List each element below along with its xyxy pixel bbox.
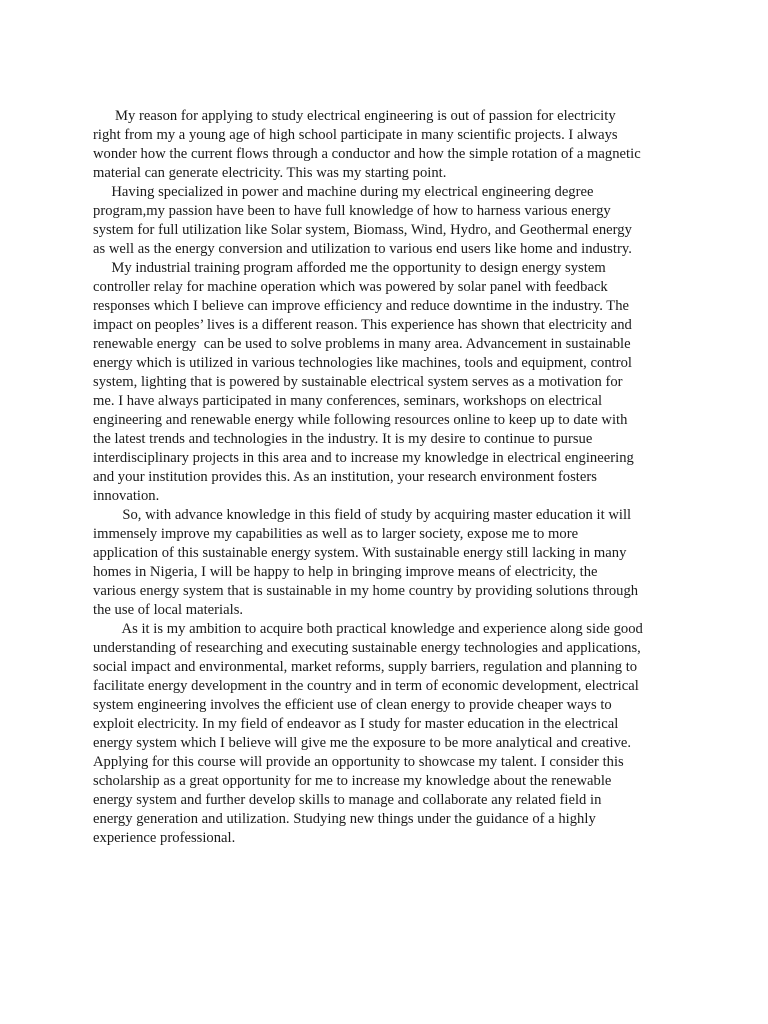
text-line: me. I have always participated in many conferences, seminars, workshops on electrical bbox=[93, 393, 603, 409]
text-line: So, with advance knowledge in this field of study by acquiring master education it will bbox=[93, 507, 632, 523]
text-line: scholarship as a great opportunity for me to increase my knowledge about the renewable bbox=[93, 773, 612, 789]
text-line: wonder how the current flows through a conductor and how the simple rotation of a magnetic bbox=[93, 146, 641, 162]
text-line: Applying for this course will provide an opportunity to showcase my talent. I consider this bbox=[93, 754, 624, 770]
text-line: My reason for applying to study electrical engineering is out of passion for electricity bbox=[93, 108, 616, 124]
text-line: As it is my ambition to acquire both practical knowledge and experience along side good bbox=[93, 621, 643, 637]
text-line: energy system which I believe will give me the exposure to be more analytical and creative. bbox=[93, 735, 632, 751]
text-line: responses which I believe can improve efficiency and reduce downtime in the industry. The bbox=[93, 298, 630, 314]
text-line: homes in Nigeria, I will be happy to help in bringing improve means of electricity, the bbox=[93, 564, 598, 580]
essay-text bbox=[93, 107, 683, 848]
text-line: the latest trends and technologies in the industry. It is my desire to continue to pursue bbox=[93, 431, 593, 447]
text-line: system for full utilization like Solar system, Biomass, Wind, Hydro, and Geothermal energy bbox=[93, 222, 632, 238]
text-line: engineering and renewable energy while following resources online to keep up to date with bbox=[93, 412, 628, 428]
text-line: the use of local materials. bbox=[93, 602, 244, 618]
text-line: social impact and environmental, market reforms, supply barriers, regulation and planning to bbox=[93, 659, 638, 675]
text-line: exploit electricity. In my field of endeavor as I study for master education in the electrical bbox=[93, 716, 619, 732]
text-line: as well as the energy conversion and utilization to various end users like home and industry. bbox=[93, 241, 632, 257]
text-line: understanding of researching and executing sustainable energy technologies and applications, bbox=[93, 640, 641, 656]
text-line: energy generation and utilization. Studying new things under the guidance of a highly bbox=[93, 811, 596, 827]
text-line: program,my passion have been to have full knowledge of how to harness various energy bbox=[93, 203, 611, 219]
text-line: Having specialized in power and machine during my electrical engineering degree bbox=[93, 184, 594, 200]
text-line: facilitate energy development in the country and in term of economic development, electrical bbox=[93, 678, 639, 694]
text-line: system, lighting that is powered by sustainable electrical system serves as a motivation for bbox=[93, 374, 623, 390]
text-line: interdisciplinary projects in this area and to increase my knowledge in electrical engineering bbox=[93, 450, 634, 466]
text-line: material can generate electricity. This was my starting point. bbox=[93, 165, 447, 181]
text-line: energy system and further develop skills to manage and collaborate any related field in bbox=[93, 792, 602, 808]
text-line: system engineering involves the efficient use of clean energy to provide cheaper ways to bbox=[93, 697, 612, 713]
text-line: controller relay for machine operation which was powered by solar panel with feedback bbox=[93, 279, 608, 295]
text-line: innovation. bbox=[93, 488, 160, 504]
text-line: impact on peoples’ lives is a different reason. This experience has shown that electricity and bbox=[93, 317, 632, 333]
text-line: right from my a young age of high school participate in many scientific projects. I always bbox=[93, 127, 618, 143]
text-line: renewable energy can be used to solve problems in many area. Advancement in sustainable bbox=[93, 336, 631, 352]
text-line: immensely improve my capabilities as well as to larger society, expose me to more bbox=[93, 526, 579, 542]
text-line: My industrial training program afforded me the opportunity to design energy system bbox=[93, 260, 606, 276]
text-line: and your institution provides this. As an institution, your research environment fosters bbox=[93, 469, 597, 485]
text-line: application of this sustainable energy system. With sustainable energy still lacking in many bbox=[93, 545, 627, 561]
text-line: various energy system that is sustainable in my home country by providing solutions through bbox=[93, 583, 639, 599]
text-line: experience professional. bbox=[93, 830, 236, 846]
text-line: energy which is utilized in various technologies like machines, tools and equipment, control bbox=[93, 355, 632, 371]
